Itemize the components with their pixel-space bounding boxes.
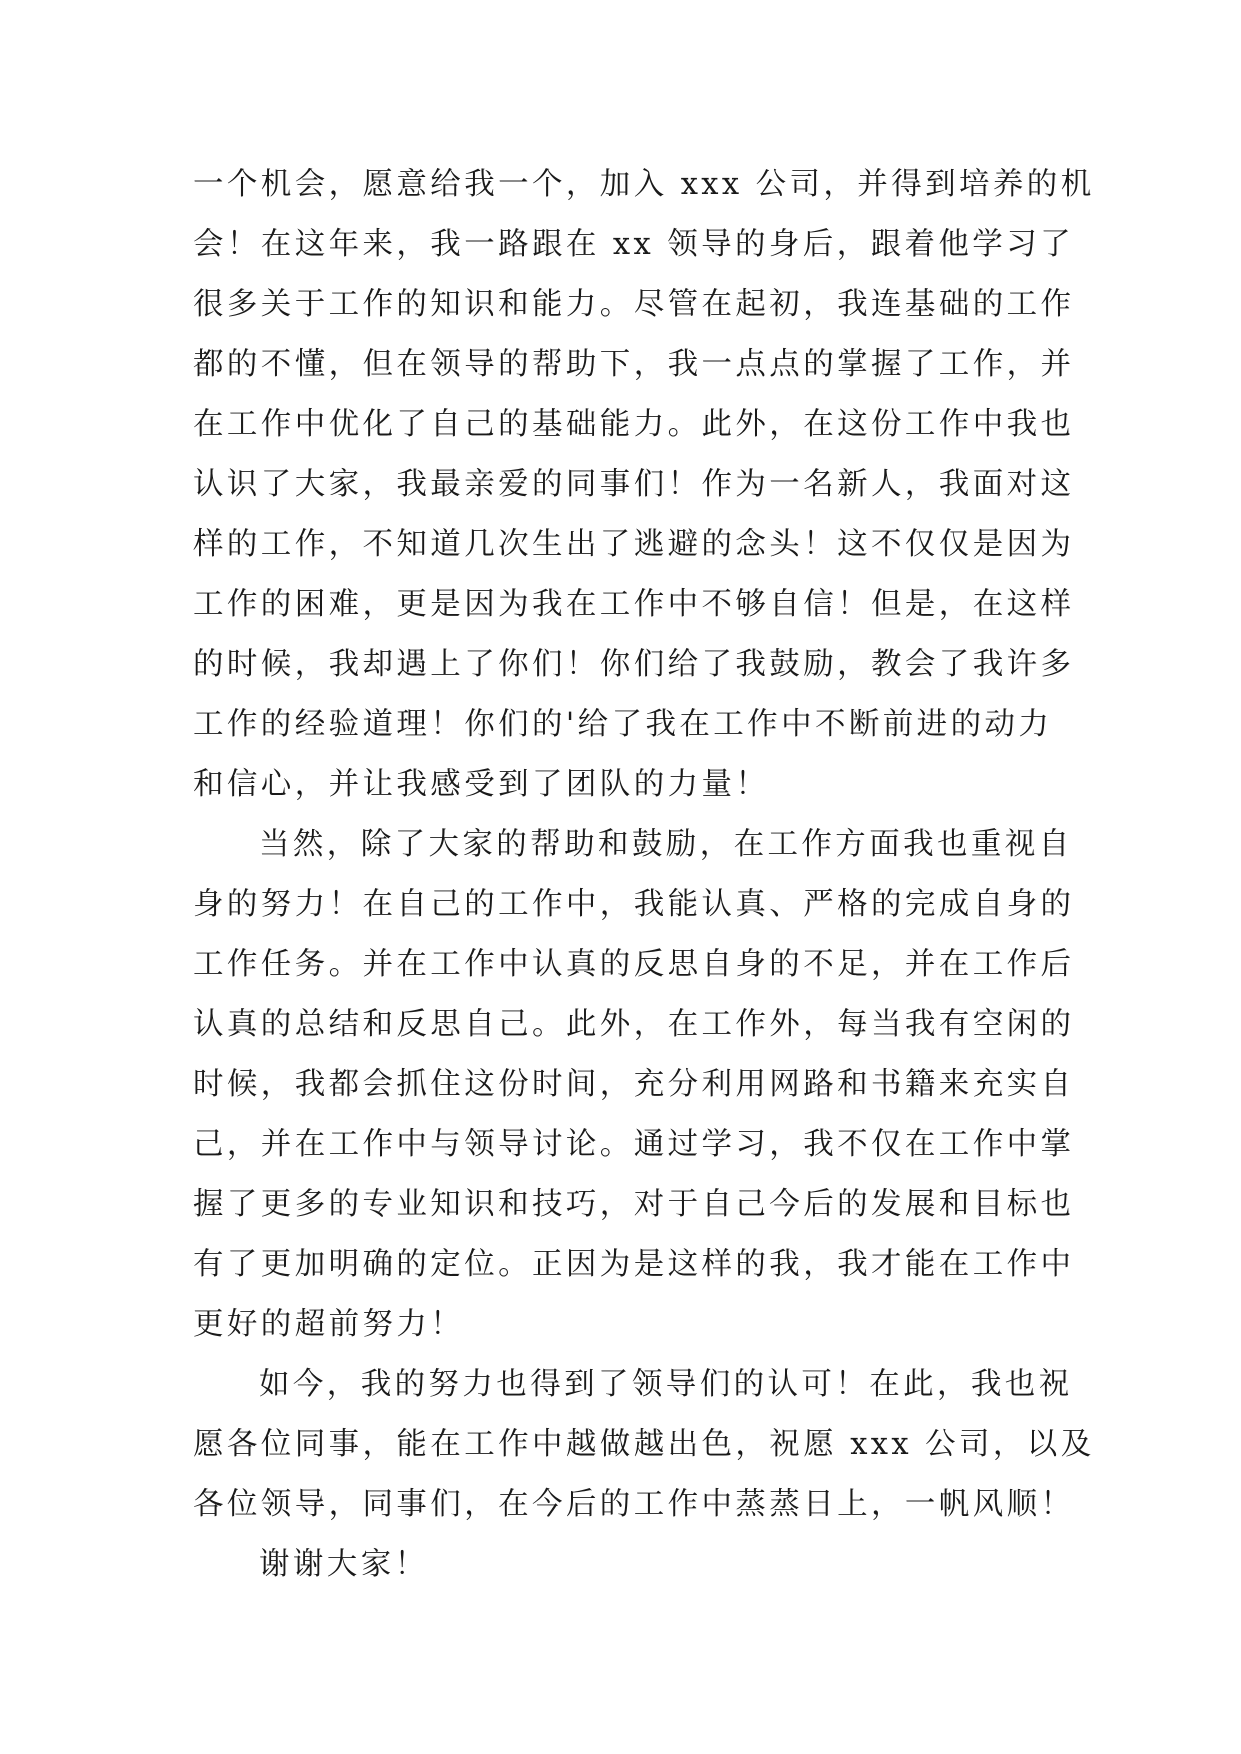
text-line: 一个机会，愿意给我一个，加入 xxx 公司，并得到培养的机 [193, 167, 1095, 202]
paragraph-4 [193, 1535, 1055, 1595]
text-line: 身的努力！在自己的工作中，我能认真、严格的完成自身的 [193, 887, 1075, 922]
text-line: 愿各位同事，能在工作中越做越出色，祝愿 xxx 公司，以及 [193, 1427, 1095, 1462]
text-line: 己，并在工作中与领导讨论。通过学习，我不仅在工作中掌 [193, 1127, 1075, 1162]
text-line: 样的工作，不知道几次生出了逃避的念头！这不仅仅是因为 [193, 527, 1075, 562]
text-line: 有了更加明确的定位。正因为是这样的我，我才能在工作中 [193, 1247, 1075, 1282]
paragraph-1 [193, 155, 1095, 815]
text-line: 时候，我都会抓住这份时间，充分利用网路和书籍来充实自 [193, 1067, 1075, 1102]
text-line: 当然，除了大家的帮助和鼓励，在工作方面我也重视自 [259, 827, 1073, 862]
text-line: 握了更多的专业知识和技巧，对于自己今后的发展和目标也 [193, 1187, 1075, 1222]
text-line: 很多关于工作的知识和能力。尽管在起初，我连基础的工作 [193, 287, 1075, 322]
text-line: 工作的困难，更是因为我在工作中不够自信！但是，在这样 [193, 587, 1075, 622]
paragraph-3 [193, 1355, 1095, 1535]
text-line: 和信心，并让我感受到了团队的力量！ [193, 767, 770, 802]
text-line: 认真的总结和反思自己。此外，在工作外，每当我有空闲的 [193, 1007, 1075, 1042]
text-line: 工作的经验道理！你们的'给了我在工作中不断前进的动力 [193, 707, 1053, 742]
document-body [193, 155, 1095, 1595]
text-line: 会！在这年来，我一路跟在 xx 领导的身后，跟着他学习了 [193, 227, 1074, 262]
text-line: 如今，我的努力也得到了领导们的认可！在此，我也祝 [259, 1367, 1073, 1402]
text-line: 的时候，我却遇上了你们！你们给了我鼓励，教会了我许多 [193, 647, 1075, 682]
text-line: 工作任务。并在工作中认真的反思自身的不足，并在工作后 [193, 947, 1075, 982]
text-line: 在工作中优化了自己的基础能力。此外，在这份工作中我也 [193, 407, 1075, 442]
paragraph-2 [193, 815, 1075, 1355]
text-line: 各位领导，同事们，在今后的工作中蒸蒸日上，一帆风顺！ [193, 1487, 1075, 1522]
text-line: 谢谢大家！ [259, 1547, 429, 1582]
text-line: 都的不懂，但在领导的帮助下，我一点点的掌握了工作，并 [193, 347, 1075, 382]
text-line: 更好的超前努力！ [193, 1307, 465, 1342]
text-line: 认识了大家，我最亲爱的同事们！作为一名新人，我面对这 [193, 467, 1075, 502]
